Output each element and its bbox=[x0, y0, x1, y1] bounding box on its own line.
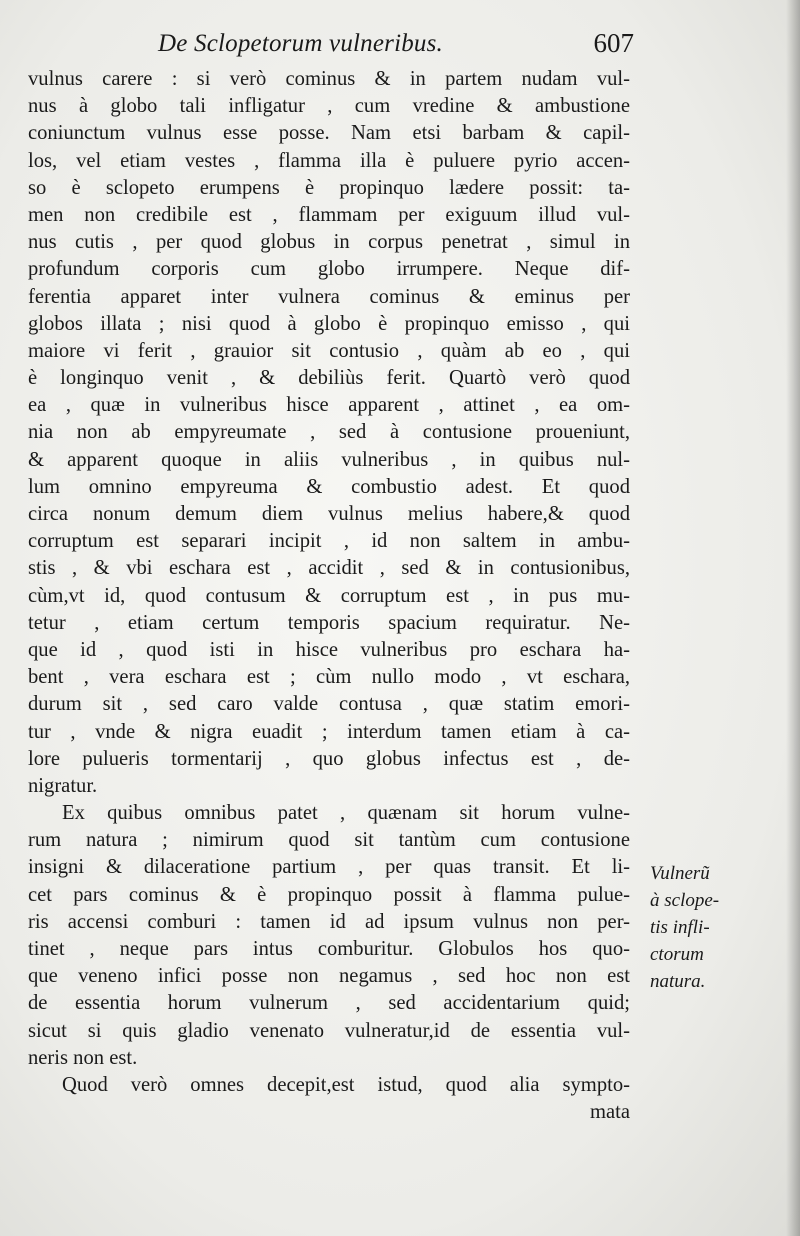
text-line: nigratur. bbox=[28, 774, 98, 797]
text-line: è longinquo venit , & debiliùs ferit. Quartò verò quod bbox=[28, 367, 630, 390]
paragraph-2 bbox=[28, 800, 630, 1072]
text-line: tinet , neque pars intus comburitur. Globulos hos quo- bbox=[28, 938, 630, 960]
page-number: 607 bbox=[593, 28, 634, 58]
text-line: men non credibile est , flammam per exiguum illud vul- bbox=[28, 203, 630, 226]
text-line: corruptum est separari incipit , id non saltem in ambu- bbox=[28, 530, 630, 553]
text-line: tur , vnde & nigra euadit ; interdum tamen etiam à ca- bbox=[28, 720, 630, 743]
body-text bbox=[28, 66, 630, 1126]
text-line: ea , quæ in vulneribus hisce apparent , attinet , ea om- bbox=[28, 394, 630, 417]
text-line: coniunctum vulnus esse posse. Nam etsi barbam & capil- bbox=[28, 122, 630, 145]
margin-note-line: tis infli- bbox=[650, 917, 710, 938]
text-line: nus cutis , per quod globus in corpus penetrat , simul in bbox=[28, 231, 630, 254]
text-line: neris non est. bbox=[28, 1046, 138, 1069]
text-line: circa nonum demum diem vulnus melius habere,& quod bbox=[28, 503, 630, 525]
text-line: cùm,vt id, quod contusum & corruptum est , in pus mu- bbox=[28, 584, 630, 607]
marginal-note bbox=[650, 860, 795, 995]
text-line: ferentia apparet inter vulnera cominus & eminus per bbox=[28, 285, 630, 308]
catchword: mata bbox=[589, 1101, 630, 1124]
margin-note-line: ctorum bbox=[650, 944, 704, 965]
text-line: & apparent quoque in aliis vulneribus , in quibus nul- bbox=[28, 448, 630, 471]
text-line: tetur , etiam certum temporis spacium requiratur. Ne- bbox=[28, 611, 630, 634]
page-header bbox=[150, 30, 640, 66]
text-line: globos illata ; nisi quod à globo è propinquo emisso , qui bbox=[28, 312, 630, 335]
text-line: nus à globo tali infligatur , cum vredine & ambustione bbox=[28, 95, 630, 118]
text-line: stis , & vbi eschara est , accidit , sed & in contusionibus, bbox=[28, 557, 630, 580]
margin-note-line: natura. bbox=[650, 971, 706, 992]
text-line: so è sclopeto erumpens è propinquo lædere possit: ta- bbox=[28, 176, 630, 199]
text-line: Quod verò omnes decepit,est istud, quod alia sympto- bbox=[62, 1073, 630, 1096]
text-line: que id , quod isti in hisce vulneribus pro eschara ha- bbox=[28, 638, 630, 661]
text-line: lum omnino empyreuma & combustio adest. Et quod bbox=[28, 475, 630, 498]
text-line: durum sit , sed caro valde contusa , quæ statim emori- bbox=[28, 693, 630, 716]
text-line: rum natura ; nimirum quod sit tantùm cum contusione bbox=[28, 829, 630, 852]
text-line: insigni & dilaceratione partium , per quas transit. Et li- bbox=[28, 856, 630, 879]
text-line: bent , vera eschara est ; cùm nullo modo , vt eschara, bbox=[28, 666, 630, 689]
text-line: profundum corporis cum globo irrumpere. Neque dif- bbox=[28, 258, 630, 281]
margin-note-line: Vulnerũ bbox=[650, 863, 710, 884]
paragraph-3 bbox=[28, 1072, 630, 1099]
text-line: maiore vi ferit , grauior sit contusio , quàm ab eo , qui bbox=[28, 339, 630, 362]
text-line: vulnus carere : si verò cominus & in partem nudam vul- bbox=[28, 68, 630, 90]
text-line: que veneno infici posse non negamus , sed hoc non est bbox=[28, 965, 630, 988]
margin-note-line: à sclope- bbox=[650, 890, 720, 911]
text-line: Ex quibus omnibus patet , quænam sit horum vulne- bbox=[62, 802, 630, 825]
text-line: lore pulueris tormentarij , quo globus infectus est , de- bbox=[28, 747, 630, 770]
text-line: de essentia horum vulnerum , sed accidentarium quid; bbox=[28, 992, 630, 1015]
text-line: nia non ab empyreumate , sed à contusione proueniunt, bbox=[28, 421, 630, 444]
text-line: sicut si quis gladio venenato vulneratur,id de essentia vul- bbox=[28, 1019, 630, 1042]
page-edge-shadow bbox=[786, 0, 800, 1236]
running-title: De Sclopetorum vulneribus. bbox=[158, 30, 444, 57]
text-line: los, vel etiam vestes , flamma illa è puluere pyrio accen- bbox=[28, 149, 630, 172]
text-line: ris accensi comburi : tamen id ad ipsum vulnus non per- bbox=[28, 910, 630, 933]
paragraph-1 bbox=[28, 66, 630, 800]
text-line: cet pars cominus & è propinquo possit à flamma pulue- bbox=[28, 883, 630, 906]
